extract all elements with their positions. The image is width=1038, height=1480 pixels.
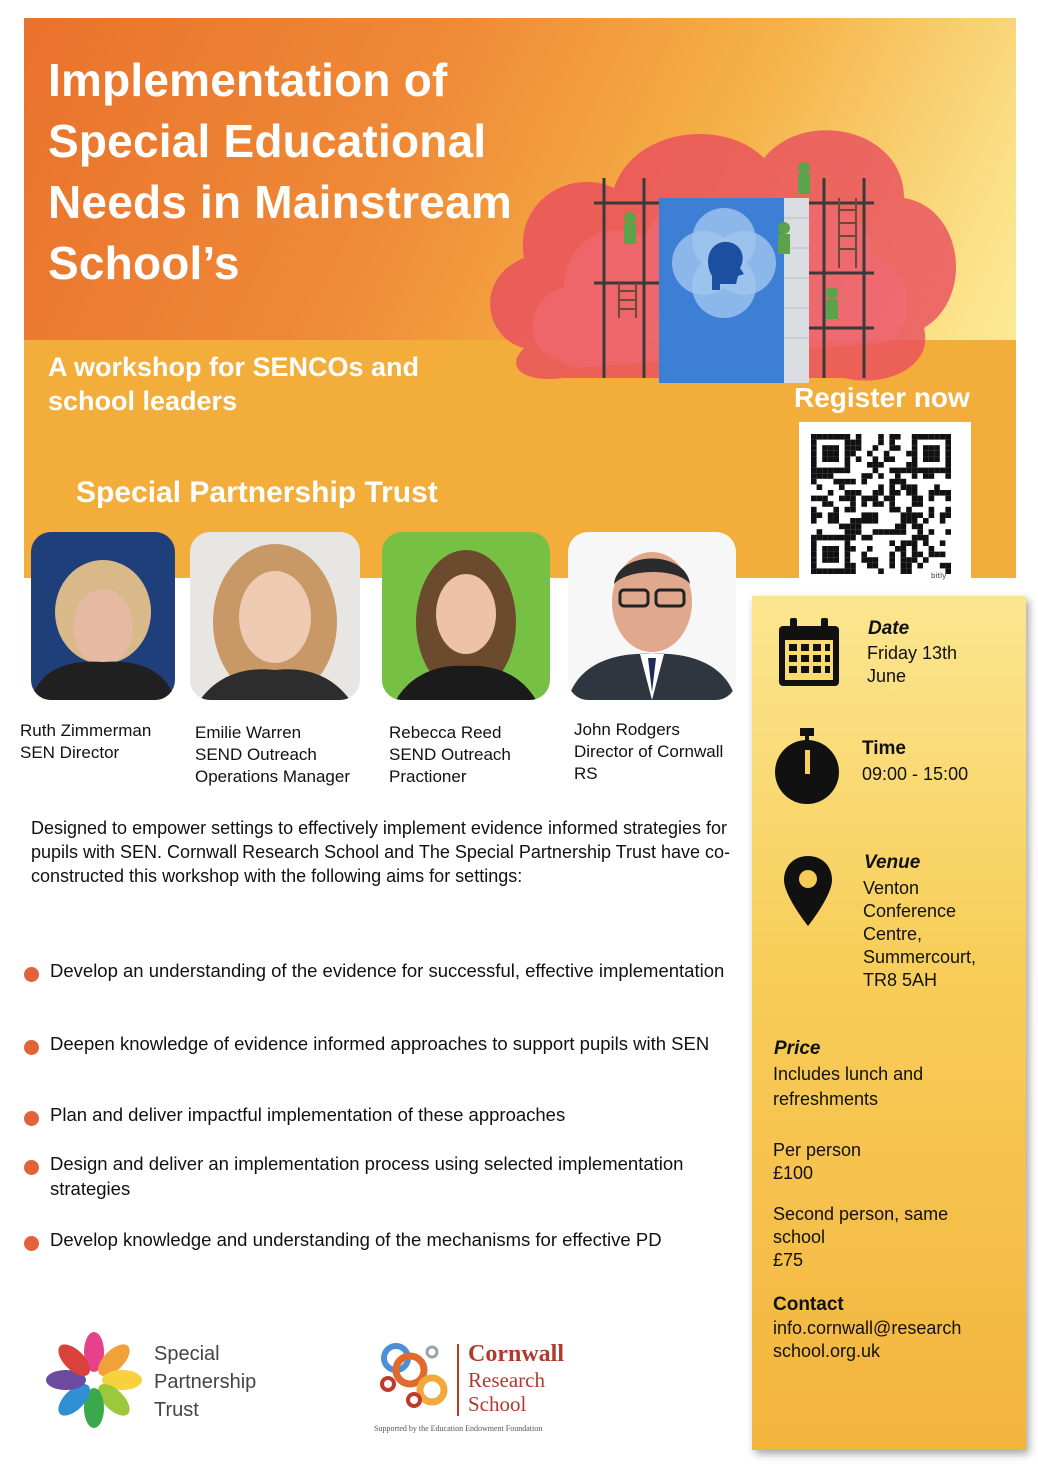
qr-icon [811, 434, 959, 580]
price-label: Price [774, 1038, 821, 1059]
photo-emilie-warren [190, 532, 360, 700]
person-role: SEND Outreach [195, 745, 317, 764]
per-person-price: Per person £100 [773, 1140, 862, 1183]
spt-logo-text: Special Partnership Trust [154, 1343, 257, 1421]
person-role-line2: Operations Manager [195, 767, 350, 786]
event-details-panel [752, 596, 1026, 1450]
bullet-icon [24, 1111, 39, 1126]
aim-item: Develop knowledge and understanding of the mechanisms for effective PD [24, 1227, 750, 1252]
photo-rebecca-reed [382, 532, 550, 700]
contact-email[interactable]: info.cornwall@research school.org.uk [773, 1318, 962, 1361]
bullet-icon [24, 1236, 39, 1251]
bullet-icon [24, 1160, 39, 1175]
aim-item: Develop an understanding of the evidence for successful, effective implementation [24, 958, 750, 983]
bullet-icon [24, 967, 39, 982]
person-name: John Rodgers [574, 720, 680, 739]
price-note: Includes lunch and refreshments [773, 1064, 924, 1109]
person-ruth-zimmerman [20, 720, 151, 764]
bullet-icon [24, 1040, 39, 1055]
registration-qr-code[interactable] [799, 422, 971, 592]
trust-heading: Special Partnership Trust [76, 476, 438, 509]
stopwatch-icon [772, 728, 842, 806]
time-label: Time [862, 738, 907, 759]
person-role: SEN Director [20, 743, 120, 762]
person-name: Ruth Zimmerman [20, 721, 152, 740]
date-label: Date [868, 618, 910, 639]
person-role: Director of Cornwall [574, 742, 724, 761]
contact-label: Contact [773, 1294, 844, 1315]
person-name: Rebecca Reed [389, 723, 502, 742]
aim-item: Deepen knowledge of evidence informed approaches to support pupils with SEN [24, 1031, 750, 1056]
person-name: Emilie Warren [195, 723, 302, 742]
venue-label: Venue [864, 852, 921, 873]
qr-tag-label: bitly [931, 572, 947, 580]
person-rebecca-reed [389, 722, 511, 788]
aim-item: Plan and deliver impactful implementation of these approaches [24, 1102, 750, 1127]
person-role-line2: RS [574, 764, 598, 783]
second-person-price: Second person, same school £75 [773, 1204, 949, 1270]
person-john-rodgers [574, 719, 723, 785]
person-role-line2: Practioner [389, 767, 467, 786]
page-title: Implementation of Special Educational Needs in Mainstream School’s [48, 54, 512, 289]
person-emilie-warren [195, 722, 350, 788]
cornwall-research-school-logo [374, 1338, 464, 1418]
date-value: Friday 13th June [867, 643, 958, 686]
workshop-description: Designed to empower settings to effectively implement evidence informed strategies for pupils with SEN. Cornwall Research School and The Special Partnership Trust have co-constructed this workshop with the following aims for settings: [31, 818, 731, 886]
eef-support-note: Supported by the Education Endowment Foundation [374, 1424, 543, 1433]
crs-logo-text: Cornwall Research School [468, 1341, 564, 1416]
page-subtitle: A workshop for SENCOs and school leaders [48, 352, 420, 416]
time-value: 09:00 - 15:00 [862, 764, 969, 784]
photo-john-rodgers [568, 532, 736, 700]
person-role: SEND Outreach [389, 745, 511, 764]
calendar-icon [776, 616, 842, 690]
crs-divider [457, 1344, 459, 1416]
aim-item: Design and deliver an implementation process using selected implementation strategies [24, 1151, 750, 1201]
photo-ruth-zimmerman [31, 532, 175, 700]
venue-value: Venton Conference Centre, Summercourt, TR8 5AH [863, 878, 977, 990]
register-now-label[interactable]: Register now [794, 382, 970, 413]
map-pin-icon [782, 854, 834, 928]
